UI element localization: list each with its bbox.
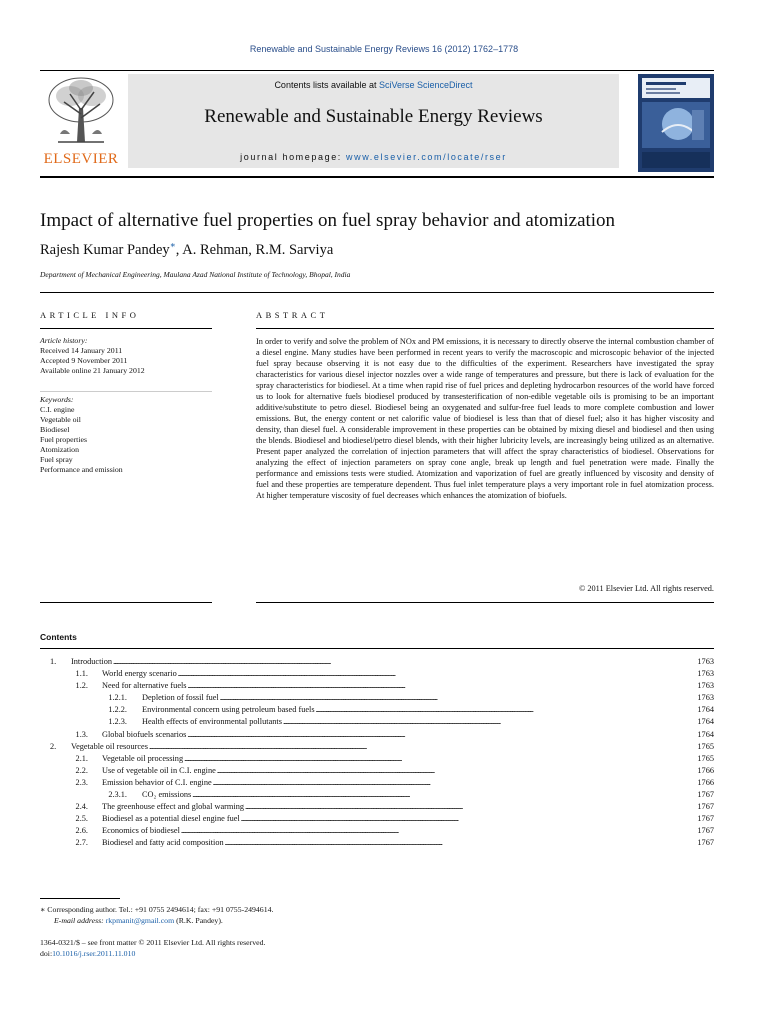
issn-line: 1364-0321/$ – see front matter © 2011 Elsevier Ltd. All rights reserved. <box>40 938 266 947</box>
toc-leader-dots <box>241 814 697 823</box>
toc-number: 2.6. <box>75 826 88 836</box>
homepage-label: journal homepage: <box>240 152 346 162</box>
toc-leader-dots <box>245 802 696 811</box>
toc-title: Economics of biodiesel <box>102 826 180 836</box>
toc-leader-dots <box>187 730 696 739</box>
author-list <box>40 240 333 259</box>
toc-page-number: 1763 <box>697 693 714 703</box>
toc-page-number: 1764 <box>697 717 714 727</box>
divider <box>40 328 212 329</box>
toc-entry[interactable] <box>40 717 714 729</box>
toc-page-number: 1763 <box>697 669 714 679</box>
doi-line <box>40 948 265 959</box>
journal-homepage <box>128 152 619 162</box>
toc-number: 2.2. <box>75 765 88 775</box>
homepage-link[interactable]: www.elsevier.com/locate/rser <box>346 152 507 162</box>
toc-title: Need for alternative fuels <box>102 681 187 691</box>
copyright: © 2011 Elsevier Ltd. All rights reserved. <box>578 584 714 593</box>
toc-title: Introduction <box>71 657 113 666</box>
toc-page-number: 1766 <box>697 777 714 787</box>
toc-entry[interactable] <box>40 730 714 742</box>
other-authors: , A. Rehman, R.M. Sarviya <box>175 241 334 258</box>
toc-title: Global biofuels scenarios <box>102 729 187 739</box>
divider <box>40 292 714 293</box>
contents-prefix: Contents lists available at <box>274 80 379 90</box>
toc-number: 1.3. <box>75 729 88 739</box>
toc-number: 2.3. <box>75 777 88 787</box>
journal-cover-icon <box>638 74 714 172</box>
keywords-label: Keywords: <box>40 395 74 404</box>
toc-title: World energy scenario <box>102 669 177 679</box>
toc-entry[interactable] <box>40 802 714 814</box>
footnote <box>40 904 273 926</box>
publisher-name: ELSEVIER <box>43 151 119 167</box>
toc-entry[interactable] <box>40 669 714 681</box>
toc-number: 2.4. <box>75 802 88 812</box>
table-of-contents <box>40 657 714 851</box>
toc-entry[interactable] <box>40 814 714 826</box>
doi-label: doi: <box>40 949 53 958</box>
front-matter <box>40 937 265 959</box>
keyword: Performance and emission <box>40 465 123 474</box>
toc-leader-dots <box>184 754 696 763</box>
toc-entry[interactable] <box>40 657 714 669</box>
journal-cover-thumbnail[interactable] <box>638 74 714 172</box>
toc-number: 1.2. <box>75 681 88 691</box>
toc-leader-dots <box>213 778 697 787</box>
tree-icon <box>40 74 122 150</box>
abstract-text: In order to verify and solve the problem of NOx and PM emissions, it is necessary to directly observe the internal combustion chamber of a diesel engine. Many studies have been performed in recent years to verify the macroscopic and microscopic behavior of the injected fuel spray because observing it is not easy due to the difficulties of the experiment. Researchers have investigated the spray characteristics for various diesel injector nozzles over a wide range of temperatures and pressure, but there is lack of evaluation for the spray characteristics for biodiesel. At a time when rapid rise of fuel prices and depleting hydrocarbon resources of the world have forced us to look for alternative fuels biodiesel produced by transesterification of non-edible vegetable oils is promising to be an important additive/substitute to petro diesel. Biodiesel being an oxygenated and sulfur-free fuel leads to more complete combustion and lower emissions. But, the energy content or net calorific value of biodiesel is less than that of diesel fuel; also it has higher viscosity and density, than diesel fuel. A considerable improvement in these properties can be obtained by mixing diesel and biodiesel and then using the blends. Biodiesel and biodiesel/petro diesel blends, with their higher lubricity levels, are increasingly being utilized as an alternative. Present paper analyzed the correlation of injection parameters that will affect the spray characteristics of biodiesel. Observations for analyzing the effect of injection parameters on spray cone angle, break up length and fuel penetration were made. Finally the performance and emissions tests were studied. Atomization and vaporization of fuel are greatly influenced by viscosity and density of fuel and these properties are temperature dependent. Thus fuel inlet temperature plays a very important role in fuel atomization process. At higher temperature viscosity of fuel decreases which enhances the atomization of biofuels. <box>256 337 714 500</box>
toc-entry[interactable] <box>40 838 714 850</box>
received-date: Received 14 January 2011 <box>40 346 123 355</box>
online-date: Available online 21 January 2012 <box>40 366 145 375</box>
toc-page-number: 1764 <box>697 729 714 739</box>
toc-page-number: 1764 <box>697 705 714 715</box>
toc-number: 1.2.2. <box>108 705 127 715</box>
toc-page-number: 1765 <box>697 741 714 751</box>
toc-title: Biodiesel as a potential diesel engine fuel <box>102 814 240 824</box>
toc-leader-dots <box>225 838 697 847</box>
toc-leader-dots <box>181 826 697 835</box>
toc-title: Vegetable oil processing <box>102 753 184 763</box>
toc-title: CO₂ emissions <box>142 790 192 800</box>
keyword: Atomization <box>40 445 79 454</box>
toc-number: 2.7. <box>75 838 88 848</box>
toc-page-number: 1767 <box>697 838 714 848</box>
toc-entry[interactable] <box>40 693 714 705</box>
abstract-heading: ABSTRACT <box>256 310 329 320</box>
toc-leader-dots <box>178 669 697 678</box>
divider <box>40 70 714 71</box>
toc-page-number: 1763 <box>697 657 714 666</box>
divider <box>40 648 714 649</box>
corresponding-author-note <box>40 904 273 915</box>
toc-leader-dots <box>220 693 697 702</box>
email-suffix: (R.K. Pandey). <box>174 916 223 925</box>
toc-page-number: 1767 <box>697 826 714 836</box>
toc-number: 2.1. <box>75 753 88 763</box>
contents-heading: Contents <box>40 632 77 642</box>
toc-entry[interactable] <box>40 826 714 838</box>
doi-link[interactable]: 10.1016/j.rser.2011.11.010 <box>52 949 136 958</box>
footnote-divider <box>40 898 120 899</box>
toc-title: Health effects of environmental pollutants <box>142 717 282 727</box>
toc-entry[interactable] <box>40 754 714 766</box>
author-name: Rajesh Kumar Pandey <box>40 241 170 258</box>
keyword: Vegetable oil <box>40 415 81 424</box>
toc-leader-dots <box>188 681 697 690</box>
toc-title: Depletion of fossil fuel <box>142 693 219 703</box>
toc-page-number: 1763 <box>697 681 714 691</box>
toc-number: 1.2.3. <box>108 717 127 727</box>
keywords <box>40 395 212 475</box>
toc-number: 1.2.1. <box>108 693 127 703</box>
toc-entry[interactable] <box>40 705 714 717</box>
toc-leader-dots <box>149 742 696 751</box>
divider <box>256 328 714 329</box>
toc-title: Emission behavior of C.I. engine <box>102 777 212 787</box>
toc-page-number: 1767 <box>697 814 714 824</box>
email-link[interactable]: rkpmanit@gmail.com <box>105 916 175 925</box>
keyword: C.I. engine <box>40 405 75 414</box>
toc-leader-dots <box>283 717 696 726</box>
corresponding-author-mark[interactable]: ∗ <box>169 240 176 250</box>
article-title: Impact of alternative fuel properties on fuel spray behavior and atomization <box>40 210 616 231</box>
toc-title: Environmental concern using petroleum based fuels <box>142 705 315 715</box>
toc-title: Biodiesel and fatty acid composition <box>102 838 224 848</box>
toc-page-number: 1767 <box>697 790 714 800</box>
contents-availability <box>128 80 619 90</box>
toc-title: The greenhouse effect and global warming <box>102 802 244 812</box>
toc-entry[interactable] <box>40 766 714 778</box>
journal-title: Renewable and Sustainable Energy Reviews <box>204 106 543 127</box>
toc-number: 2.5. <box>75 814 88 824</box>
toc-entry[interactable] <box>40 681 714 693</box>
contact-info: Corresponding author. Tel.: +91 0755 2494614; fax: +91 0755-2494614. <box>45 905 274 914</box>
keyword: Biodiesel <box>40 425 70 434</box>
toc-title: Use of vegetable oil in C.I. engine <box>102 765 216 775</box>
toc-number: 2. <box>50 741 57 751</box>
keyword: Fuel properties <box>40 435 87 444</box>
divider <box>256 602 714 603</box>
toc-page-number: 1765 <box>697 753 714 763</box>
toc-entry[interactable] <box>40 778 714 790</box>
affiliation: Department of Mechanical Engineering, Maulana Azad National Institute of Technology, Bhopal, India <box>40 270 351 279</box>
toc-entry[interactable] <box>40 790 714 802</box>
toc-number: 1. <box>50 657 57 666</box>
email-line <box>40 915 273 926</box>
history-label: Article history: <box>40 336 88 345</box>
article-info-heading: ARTICLE INFO <box>40 310 140 320</box>
divider <box>40 602 212 603</box>
toc-page-number: 1766 <box>697 765 714 775</box>
keyword: Fuel spray <box>40 455 73 464</box>
toc-leader-dots <box>316 705 697 714</box>
article-history <box>40 336 212 376</box>
toc-page-number: 1767 <box>697 802 714 812</box>
divider <box>40 176 714 178</box>
toc-leader-dots <box>192 790 696 799</box>
accepted-date: Accepted 9 November 2011 <box>40 356 128 365</box>
toc-leader-dots <box>217 766 697 775</box>
sciencedirect-link[interactable]: SciVerse ScienceDirect <box>379 80 473 90</box>
toc-number: 1.1. <box>75 669 88 679</box>
toc-title: Vegetable oil resources <box>71 741 148 751</box>
toc-number: 2.3.1. <box>108 790 127 800</box>
toc-entry[interactable] <box>40 742 714 754</box>
footnote-mark: ∗ <box>40 905 46 914</box>
toc-leader-dots <box>113 657 696 666</box>
journal-citation[interactable]: Renewable and Sustainable Energy Reviews 16 (2012) 1762–1778 <box>249 44 519 54</box>
divider <box>40 391 212 392</box>
email-label: E-mail address: <box>54 916 106 925</box>
